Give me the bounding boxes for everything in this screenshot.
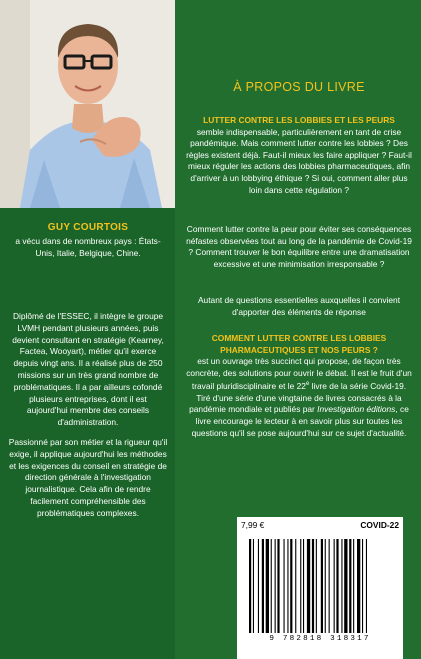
author-column (0, 0, 175, 659)
price-label: 7,99 € (241, 520, 265, 530)
barcode-panel (237, 517, 403, 659)
barcode-bar (266, 539, 269, 633)
barcode-bar (277, 539, 279, 633)
author-name: GUY COURTOIS (47, 222, 129, 233)
barcode-bar (334, 539, 335, 633)
barcode-bar (271, 539, 272, 633)
about-paragraph-4-text-b: livre de la série Covid-19. Tiré d'une série d'une vingtaine de livres consacrés à la pandémie mondiale et publiés par (189, 381, 407, 415)
barcode-bar (275, 539, 276, 633)
barcode-bar (344, 539, 347, 633)
barcode-bar (349, 539, 351, 633)
barcode-bar (353, 539, 354, 633)
barcode-bar (366, 539, 367, 633)
barcode-bar (325, 539, 326, 633)
author-countries: a vécu dans de nombreux pays : États-Unis, Italie, Belgique, Chine. (15, 236, 161, 258)
series-code: COVID-22 (360, 520, 399, 530)
author-bio-2: Passionné par son métier et la rigueur qu'il exige, il applique aujourd'hui les méthodes et les exigences du conseil en stratégie de direction générale à l'investigation journalistique. Cela afin de rendre facilement compréhensible des problématiques complexes. (8, 437, 168, 518)
about-paragraph-3: Autant de questions essentielles auxquelles il convient d'apporter des éléments de réponse (197, 295, 401, 317)
about-paragraph-4-text-c: , ce livre encourage le lecteur à en savoir plus sur toutes les questions qu'il se pose aujourd'hui sur ce sujet d'actualité. (191, 404, 409, 438)
barcode-bar (336, 539, 338, 633)
barcode-bar (284, 539, 285, 633)
about-paragraph-4-title: COMMENT LUTTER CONTRE LES LOBBIES PHARMACEUTIQUES ET NOS PEURS ? (211, 333, 387, 355)
author-portrait-photo (0, 0, 175, 208)
about-paragraph-1 (184, 115, 414, 196)
barcode-bar (321, 539, 323, 633)
about-paragraph-4-text-a: est un ouvrage très succinct qui propose, de façon très concrète, des solutions pour ouvrir le débat. Il est le fruit d'un travail pluridisciplinaire et le 22 (186, 356, 412, 392)
about-paragraph-4 (184, 333, 414, 439)
isbn-number: 9 782818 318317 (269, 635, 371, 643)
about-paragraph-1-title: LUTTER CONTRE LES LOBBIES ET LES PEURS (203, 115, 395, 125)
about-paragraph-2: Comment lutter contre la peur pour éviter ses conséquences néfastes observées tout au long de la pandémie de Covid-19 ? Comment trouver le bon équilibre entre une dramatisation excessive et une minimisation irresponsable ? (186, 224, 412, 269)
barcode-bar (316, 539, 317, 633)
barcode-bar (300, 539, 301, 633)
about-paragraph-1-text: semble indispensable, particulièrement en tant de crise pandémique. Mais comment lutter contre les lobbies ? Des règles existent déjà. Faut-il mieux les faire appliquer ? Faut-il mieux réguler les actions des lobbies pharmaceutiques, afin d'arriver à un lobbying éthique ? Si oui, comment aller plus loin dans cette régulation ? (186, 126, 412, 195)
about-heading: À PROPOS DU LIVRE (233, 80, 365, 94)
barcode-bar (258, 539, 259, 633)
barcode-bar (329, 539, 330, 633)
about-paragraph-4-sup: e (305, 381, 310, 388)
author-bio-1: Diplômé de l'ESSEC, il intègre le groupe LVMH pendant plusieurs années, puis devient consultant en stratégie (Kearney, Factea, Wooyart), métier qu'il exerce depuis vingt ans. Il a réalisé plus de 250 missions sur un très grand nombre de problématiques. Il a par ailleurs cofondé plusieurs entreprises, dont il est aujourd'hui membre des conseils d'administration. (12, 311, 164, 428)
barcode-bar (249, 539, 251, 633)
publisher-name: Investigation éditions (317, 404, 396, 415)
barcode-bar (287, 539, 288, 633)
barcode-bar (341, 539, 342, 633)
barcode-bar (303, 539, 304, 633)
barcode-bar (312, 539, 314, 633)
barcode-bar (362, 539, 363, 633)
barcode-bar (357, 539, 360, 633)
author-photo (0, 0, 175, 208)
barcode-icon (247, 539, 393, 633)
barcode-bar (290, 539, 292, 633)
barcode-bar (295, 539, 296, 633)
barcode-bar (253, 539, 254, 633)
barcode-bar (262, 539, 264, 633)
barcode-bar (307, 539, 310, 633)
